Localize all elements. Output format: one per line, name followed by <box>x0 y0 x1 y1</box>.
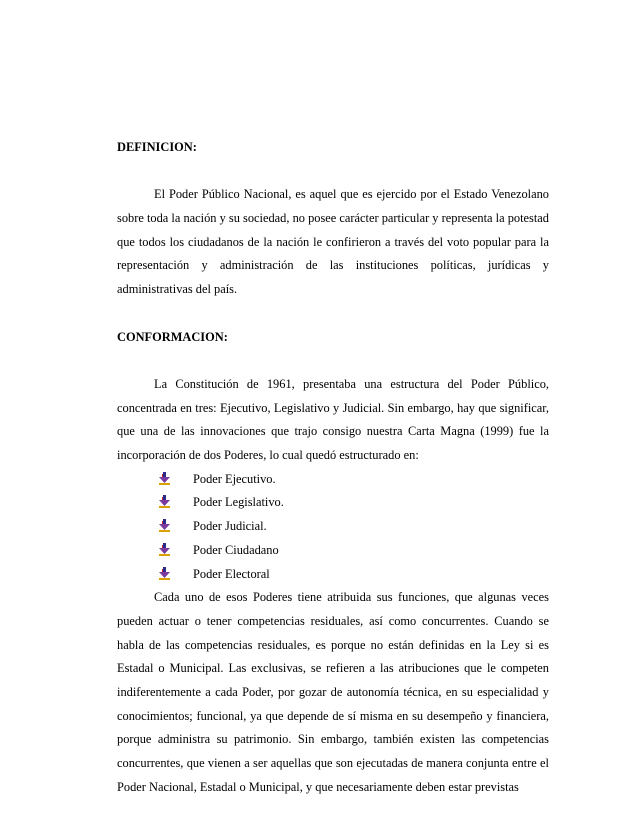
conformacion-paragraph: La Constitución de 1961, presentaba una estructura del Poder Público, concentrada en tres: Ejecutivo, Legislativo y Judicial. Sin embargo, hay que significar, que una de las innovaciones que trajo consigo nuestra Carta Magna (1999) fue la incorporación de dos Poderes, lo cual quedó estructurado en: <box>117 376 549 463</box>
list-item <box>117 515 549 539</box>
list-item-label: Poder Ejecutivo. <box>193 471 276 486</box>
list-item-label: Poder Ciudadano <box>193 542 279 557</box>
conformacion-heading: CONFORMACION: <box>117 329 228 344</box>
arrow-down-bullet-icon <box>159 472 170 485</box>
list-item <box>117 539 549 563</box>
arrow-down-bullet-icon <box>159 519 170 532</box>
arrow-down-bullet-icon <box>159 567 170 580</box>
arrow-down-bullet-icon <box>159 543 170 556</box>
definicion-heading: DEFINICION: <box>117 140 197 154</box>
document-page <box>117 136 549 800</box>
closing-paragraph: Cada uno de esos Poderes tiene atribuida sus funciones, que algunas veces pueden actuar o tener competencias residuales, así como concurrentes. Cuando se habla de las competencias residuales, es porque no están definidas en la Ley si es Estadal o Municipal. Las exclusivas, se refieren a las atribuciones que le competen indiferentemente a cada Poder, por gozar de autonomía técnica, en su especialidad y conocimientos; funcional, ya que depende de sí misma en su desempeño y financiera, porque administra su patrimonio. Sin embargo, también existen las competencias concurrentes, que vienen a ser aquellas que son ejecutadas de manera conjunta entre el Poder Nacional, Estadal o Municipal, y que necesariamente deben estar previstas <box>117 590 549 794</box>
spacer <box>117 160 549 184</box>
list-item <box>117 468 549 492</box>
definicion-paragraph: El Poder Público Nacional, es aquel que es ejercido por el Estado Venezolano sobre toda la nación y su sociedad, no posee carácter particular y representa la potestad que todos los ciudadanos de la nación le confirieron a través del voto popular para la representación y administración de las instituciones políticas, jurídicas y administrativas del país. <box>117 187 549 297</box>
spacer <box>117 302 549 326</box>
list-item-label: Poder Legislativo. <box>193 495 284 510</box>
spacer <box>117 349 549 373</box>
list-item <box>117 491 549 515</box>
poderes-list <box>117 468 549 586</box>
list-item-label: Poder Judicial. <box>193 519 267 534</box>
arrow-down-bullet-icon <box>159 495 170 508</box>
list-item-label: Poder Electoral <box>193 566 270 581</box>
list-item <box>117 563 549 587</box>
